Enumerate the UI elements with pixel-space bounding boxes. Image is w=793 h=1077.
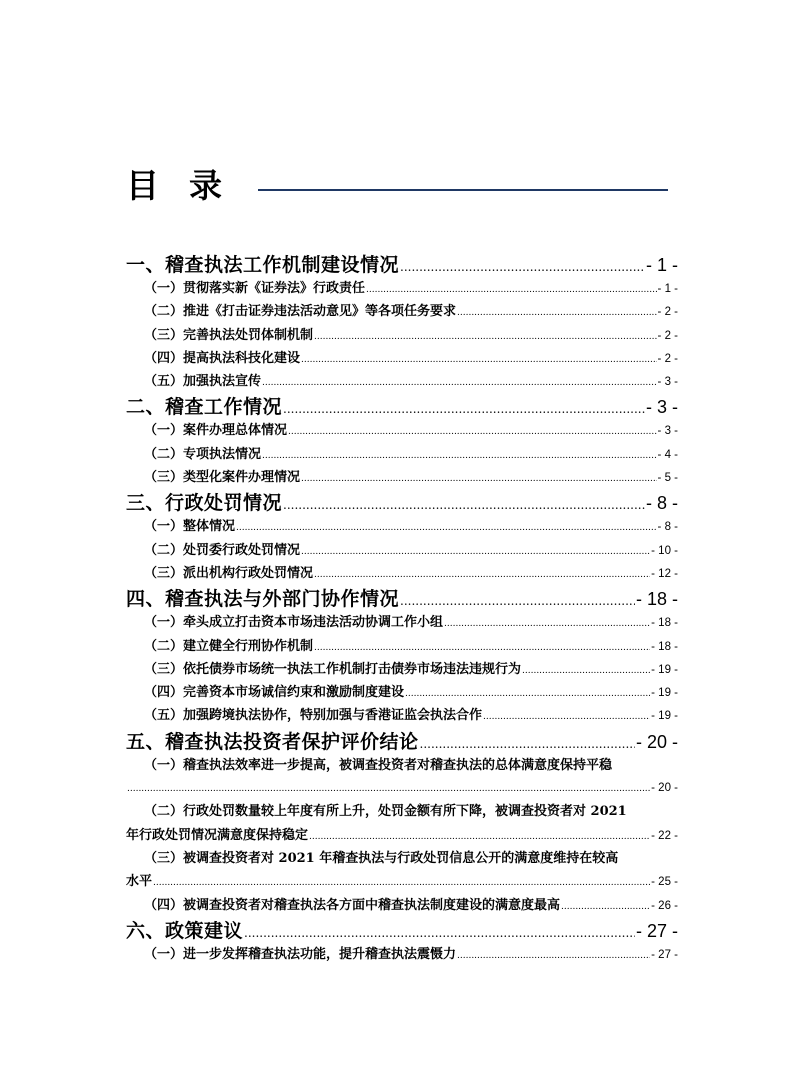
dot-leader [262,445,657,468]
dot-leader [405,683,650,706]
toc-page-number: - 20 - [651,782,678,795]
dot-leader [153,872,650,895]
dot-leader [420,732,635,756]
dot-leader [309,826,650,849]
toc-page-number: - 1 - [645,255,678,275]
toc-item-4-1[interactable] [126,611,678,634]
toc-section-1[interactable] [126,253,678,277]
toc-entry-label: （二）处罚委行政处罚情况 [144,542,301,558]
toc-title: 目录 [126,166,252,205]
toc-section-6[interactable] [126,919,678,943]
toc-item-4-2[interactable] [126,635,678,658]
toc-item-2-3[interactable] [126,466,678,489]
toc-entry-label: （二）推进《打击证券违法活动意见》等各项任务要求 [144,304,457,320]
dot-leader [283,493,645,517]
toc-page-number: - 4 - [657,448,678,461]
toc-entry-label: （一）案件办理总体情况 [144,423,288,439]
toc-item-1-5[interactable] [126,370,678,393]
toc-entry-label: （一）整体情况 [144,519,236,535]
toc-entry-label: 三、行政处罚情况 [126,492,283,515]
toc-page-number: - 19 - [651,663,678,676]
dot-leader [444,613,650,636]
dot-leader [522,660,650,683]
dot-leader [457,945,650,968]
title-rule [258,189,668,191]
toc-page-number: - 18 - [635,589,678,610]
toc-page-number: - 22 - [651,829,678,842]
toc-item-6-1[interactable] [126,943,678,966]
dot-leader [288,421,657,444]
toc-item-1-4[interactable] [126,347,678,370]
toc-item-1-1[interactable] [126,277,678,300]
toc-item-4-4[interactable] [126,681,678,704]
toc-entry-label: （一）进一步发挥稽查执法功能，提升稽查执法震慑力 [144,946,457,962]
toc-section-3[interactable] [126,491,678,515]
toc-entry-label: （二）行政处罚数量较上年度有所上升，处罚金额有所下降，被调查投资者对 2021 [144,804,627,820]
dot-leader [314,326,657,349]
toc-item-2-1[interactable] [126,419,678,442]
toc-entry-label: 一、稽查执法工作机制建设情况 [126,254,400,276]
dot-leader [244,921,635,945]
dot-leader [483,706,650,729]
toc-page-number: - 2 - [657,352,678,365]
dot-leader [301,541,650,564]
toc-page-number: - 3 - [657,376,678,389]
dot-leader [561,896,650,919]
toc-page-number: - 25 - [651,876,678,889]
toc-item-5-1[interactable] [126,754,678,801]
toc-item-5-2[interactable] [126,800,678,847]
toc-page-number: - 2 - [657,329,678,342]
toc-item-2-2[interactable] [126,443,678,466]
toc-page-number: - 3 - [657,425,678,438]
toc-item-3-2[interactable] [126,539,678,562]
toc-entry-label: 六、政策建议 [126,919,244,942]
toc-item-3-3[interactable] [126,562,678,585]
toc-page-number: - 3 - [645,397,678,418]
dot-leader [283,397,645,421]
toc-item-1-2[interactable] [126,300,678,323]
toc-section-5[interactable] [126,730,678,754]
toc-entry-label-continued: 水平 [126,874,153,890]
dot-leader [400,255,645,279]
toc-page-number: - 20 - [635,731,678,752]
toc-page-number: - 8 - [645,493,678,514]
toc-entry-label: （四）提高执法科技化建设 [144,350,301,366]
toc-entry-label: （一）稽查执法效率进一步提高，被调查投资者对稽查执法的总体满意度保持平稳 [144,757,613,773]
toc-page-number: - 8 - [657,521,678,534]
toc-page-number: - 18 - [651,617,678,630]
toc-page-number: - 18 - [651,640,678,653]
dot-leader [314,637,650,660]
toc-entry-label: （二）建立健全行刑协作机制 [144,638,314,654]
toc-entry-label: 四、稽查执法与外部门协作情况 [126,588,400,611]
toc-entry-label: 二、稽查工作情况 [126,396,283,419]
toc-entry-label: （三）完善执法处罚体制机制 [144,327,314,343]
toc-page-number: - 27 - [651,948,678,961]
toc-entry-label: （一）牵头成立打击资本市场违法活动协调工作小组 [144,615,444,631]
dot-leader [262,372,657,395]
toc-entry-label: （四）被调查投资者对稽查执法各方面中稽查执法制度建设的满意度最高 [144,897,561,913]
toc-entry-label: （三）被调查投资者对 2021 年稽查执法与行政处罚信息公开的满意度维持在较高 [144,850,619,866]
toc-section-4[interactable] [126,587,678,611]
toc-item-1-3[interactable] [126,324,678,347]
dot-leader [457,302,657,325]
dot-leader [127,778,650,801]
toc-page-number: - 2 - [657,306,678,319]
toc-page-number: - 27 - [635,920,678,941]
toc-page-number: - 10 - [651,544,678,557]
dot-leader [301,349,657,372]
toc-page-number: - 26 - [651,899,678,912]
toc-page-number: - 5 - [657,472,678,485]
toc-entry-label: （三）类型化案件办理情况 [144,470,301,486]
dot-leader [314,564,650,587]
toc-item-4-3[interactable] [126,658,678,681]
toc-entry-label: （四）完善资本市场诚信约束和激励制度建设 [144,685,405,701]
toc-item-4-5[interactable] [126,704,678,727]
toc-section-2[interactable] [126,395,678,419]
toc-page-number: - 12 - [651,567,678,580]
toc-entry-label: （五）加强执法宣传 [144,374,262,390]
dot-leader [301,468,657,491]
table-of-contents [126,251,678,966]
toc-item-3-1[interactable] [126,515,678,538]
dot-leader [400,589,635,613]
toc-page-number: - 19 - [651,687,678,700]
toc-entry-label: （五）加强跨境执法协作，特别加强与香港证监会执法合作 [144,708,483,724]
toc-item-5-4[interactable] [126,894,678,917]
toc-entry-label: 五、稽查执法投资者保护评价结论 [126,730,419,753]
toc-entry-label: （二）专项执法情况 [144,446,262,462]
dot-leader [236,517,657,540]
toc-entry-label: （三）派出机构行政处罚情况 [144,565,314,581]
toc-item-5-3[interactable] [126,847,678,894]
toc-entry-label: （三）依托债券市场统一执法工作机制打击债券市场违法违规行为 [144,661,522,677]
toc-page-number: - 19 - [651,710,678,723]
toc-entry-label: （一）贯彻落实新《证券法》行政责任 [144,281,366,296]
toc-entry-label-continued: 年行政处罚情况满意度保持稳定 [126,827,309,843]
dot-leader [366,279,657,302]
toc-page-number: - 1 - [657,283,678,295]
